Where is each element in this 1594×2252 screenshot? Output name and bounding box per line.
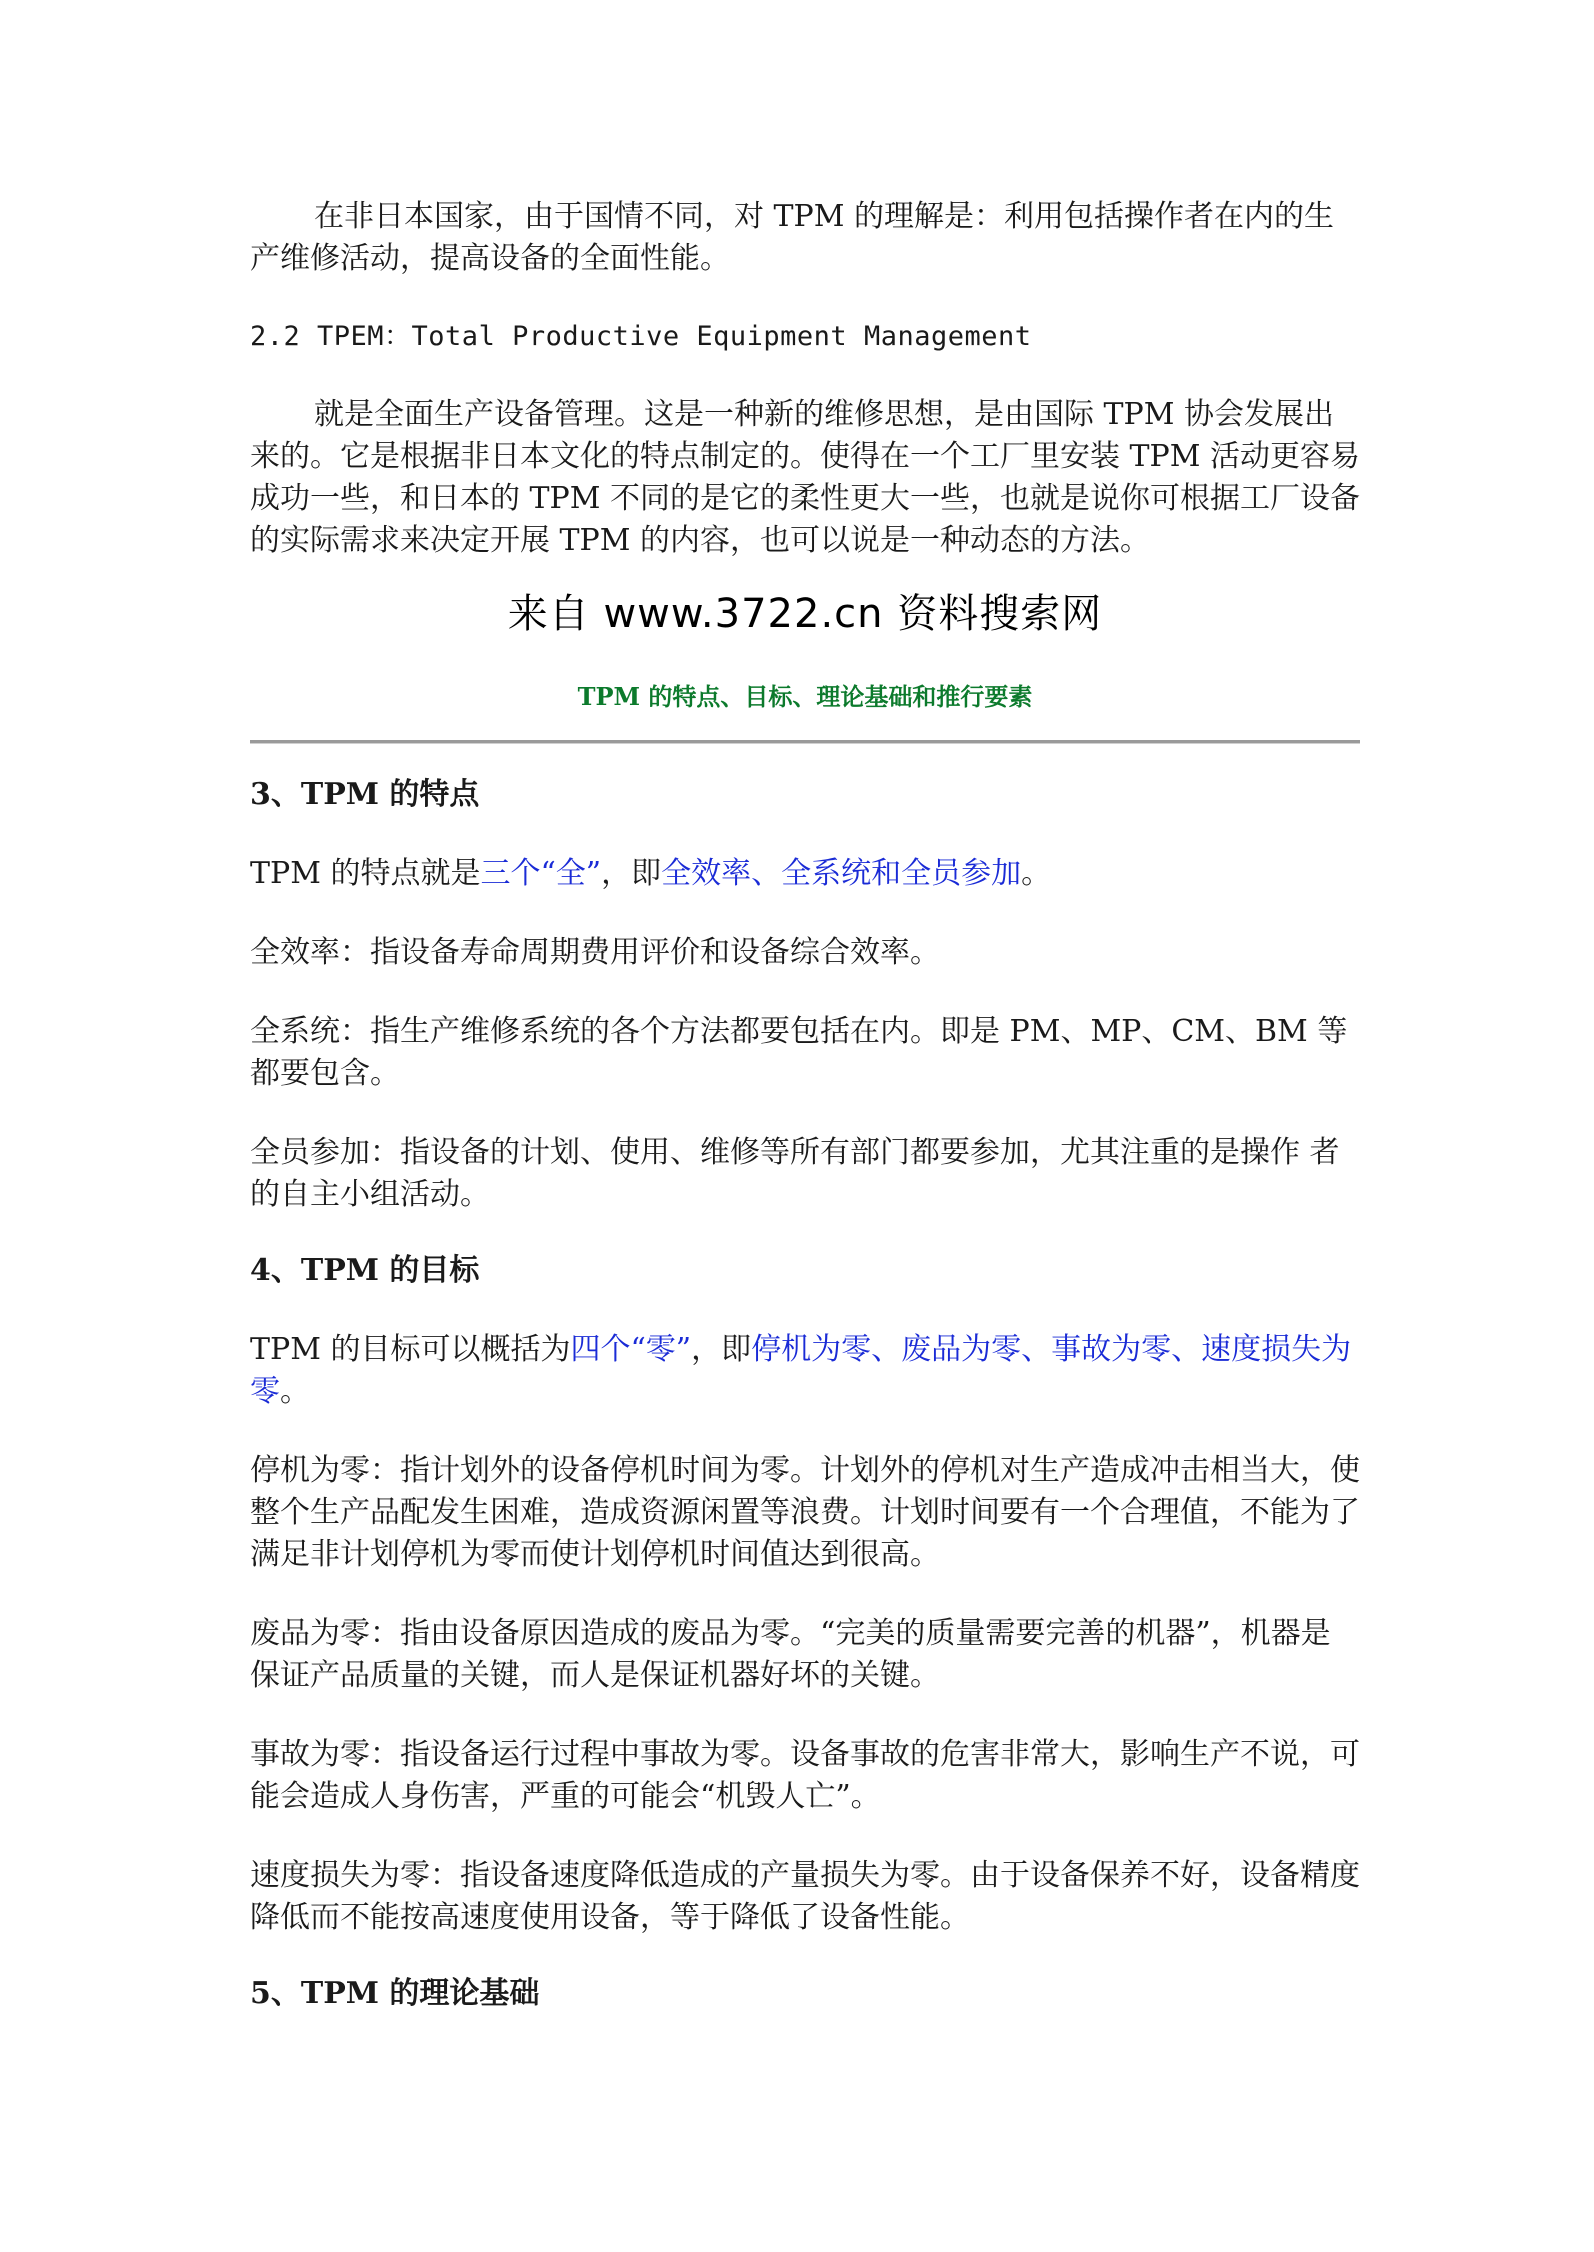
features-summary-mid: ，即 [601,856,662,891]
goals-summary-pre: TPM 的目标可以概括为 [250,1332,571,1367]
features-heading: 3、TPM 的特点 [250,777,480,812]
features-item-efficiency: 全效率：指设备寿命周期费用评价和设备综合效率。 [250,935,940,970]
document-page [250,196,1360,2015]
features-highlight-three-all: 三个“全” [480,856,602,891]
goals-item-accidents: 事故为零：指设备运行过程中事故为零。设备事故的危害非常大，影响生产不说，可能会造成人身伤害，严重的可能会“机毁人亡”。 [250,1737,1360,1814]
goals-item-defects: 废品为零：指由设备原因造成的废品为零。“完美的质量需要完善的机器”，机器是保证产品质量的关键，而人是保证机器好坏的关键。 [250,1616,1331,1693]
section-title: TPM 的特点、目标、理论基础和推行要素 [577,682,1033,711]
goals-item-speed-loss: 速度损失为零：指设备速度降低造成的产量损失为零。由于设备保养不好，设备精度降低而不能按高速度使用设备，等于降低了设备性能。 [250,1858,1360,1935]
features-summary [250,853,1360,895]
features-item-system: 全系统：指生产维修系统的各个方法都要包括在内。即是 PM、MP、CM、BM 等都要包含。 [250,1014,1348,1091]
features-highlight-list: 全效率、全系统和全员参加 [661,856,1022,891]
goals-heading: 4、TPM 的目标 [250,1253,480,1288]
features-item-participation: 全员参加：指设备的计划、使用、维修等所有部门都要参加，尤其注重的是操作 者的自主小组活动。 [250,1135,1340,1212]
goals-summary-mid: ，即 [691,1332,752,1367]
tpem-heading: 2.2 TPEM：Total Productive Equipment Management [250,321,1032,352]
goals-summary-post: 。 [280,1374,310,1409]
features-summary-pre: TPM 的特点就是 [250,856,481,891]
goals-highlight-list: 停机为零、废品为零、事故为零、速度损失为零 [250,1332,1352,1409]
theory-heading: 5、TPM 的理论基础 [250,1976,540,2011]
goals-highlight-four-zeros: 四个“零” [570,1332,692,1367]
intro-paragraph-2: 就是全面生产设备管理。这是一种新的维修思想，是由国际 TPM 协会发展出来的。它是根据非日本文化的特点制定的。使得在一个工厂里安装 TPM 活动更容易成功一些，和日本的 TPM 不同的是它的柔性更大一些，也就是说你可根据工厂设备的实际需求来决定开展 TPM 的内容，也可以说是一种动态的方法。 [250,397,1360,558]
goals-item-downtime: 停机为零：指计划外的设备停机时间为零。计划外的停机对生产造成冲击相当大，使整个生产品配发生困难，造成资源闲置等浪费。计划时间要有一个合理值，不能为了满足非计划停机为零而使计划停机时间值达到很高。 [250,1453,1360,1572]
intro-paragraph-1: 在非日本国家，由于国情不同，对 TPM 的理解是：利用包括操作者在内的生产维修活动，提高设备的全面性能。 [250,199,1334,276]
watermark-banner: 来自 www.3722.cn 资料搜索网 [507,591,1103,637]
horizontal-divider [250,740,1360,744]
goals-summary [250,1329,1360,1413]
features-summary-post: 。 [1021,856,1052,891]
